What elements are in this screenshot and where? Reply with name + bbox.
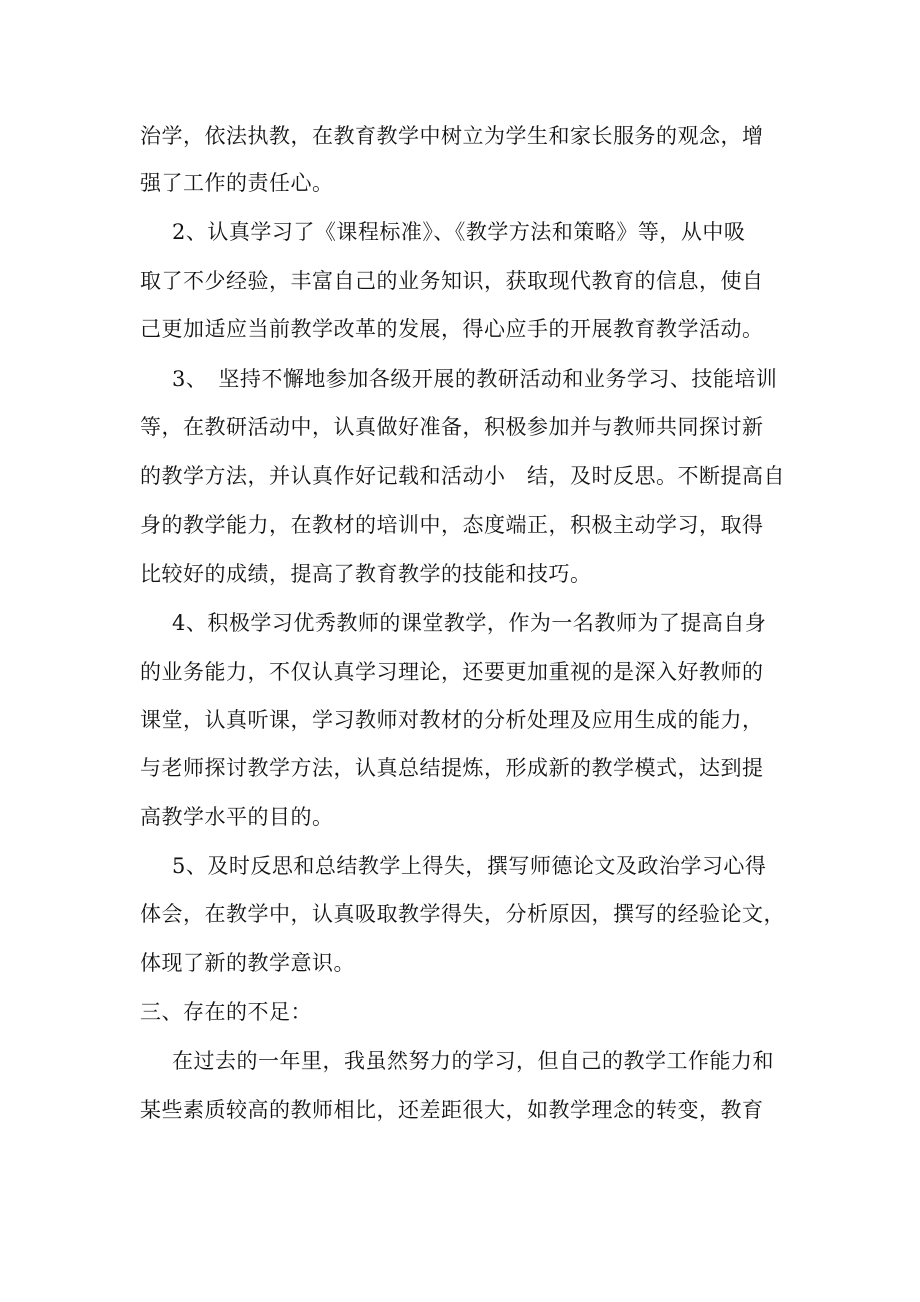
text-line: 与老师探讨教学方法，认真总结提炼，形成新的教学模式，达到提 (140, 756, 764, 780)
text-line: 己更加适应当前教学改革的发展，得心应手的开展教育教学活动。 (140, 317, 764, 341)
paragraph-6-start: 在过去的一年里，我虽然努力的学习，但自己的教学工作能力和 (172, 1049, 774, 1073)
text-line: 强了工作的责任心。 (140, 171, 334, 195)
text-line: 等，在教研活动中，认真做好准备，积极参加并与教师共同探讨新 (140, 415, 764, 439)
text-line: 某些素质较高的教师相比，还差距很大，如教学理念的转变，教育 (140, 1098, 764, 1122)
text-line: 身的教学能力，在教材的培训中，态度端正，积极主动学习，取得 (140, 513, 764, 537)
text-line: 取了不少经验，丰富自己的业务知识，获取现代教育的信息，使自 (140, 269, 764, 293)
text-line: 比较好的成绩，提高了教育教学的技能和技巧。 (140, 562, 592, 586)
text-line: 体会，在教学中，认真吸取教学得失，分析原因，撰写的经验论文， (140, 902, 785, 926)
text-line: 高教学水平的目的。 (140, 805, 334, 829)
text-line: 治学，依法执教，在教育教学中树立为学生和家长服务的观念，增 (140, 124, 764, 148)
text-line: 的教学方法，并认真作好记载和活动小 结，及时反思。不断提高自 (140, 464, 785, 488)
text-line: 的业务能力，不仅认真学习理论，还要更加重视的是深入好教师的 (140, 660, 764, 684)
section-heading: 三、存在的不足： (140, 1000, 312, 1024)
paragraph-4-start: 4、积极学习优秀教师的课堂教学，作为一名教师为了提高自身 (172, 611, 767, 635)
paragraph-3-start: 3、 坚持不懈地参加各级开展的教研活动和业务学习、技能培训 (172, 367, 778, 391)
text-line: 课堂，认真听课，学习教师对教材的分析处理及应用生成的能力， (140, 708, 764, 732)
text-line: 体现了新的教学意识。 (140, 951, 355, 975)
paragraph-5-start: 5、及时反思和总结教学上得失，撰写师德论文及政治学习心得 (172, 854, 767, 878)
paragraph-2-start: 2、认真学习了《课程标准》、《教学方法和策略》等，从中吸 (172, 220, 746, 244)
